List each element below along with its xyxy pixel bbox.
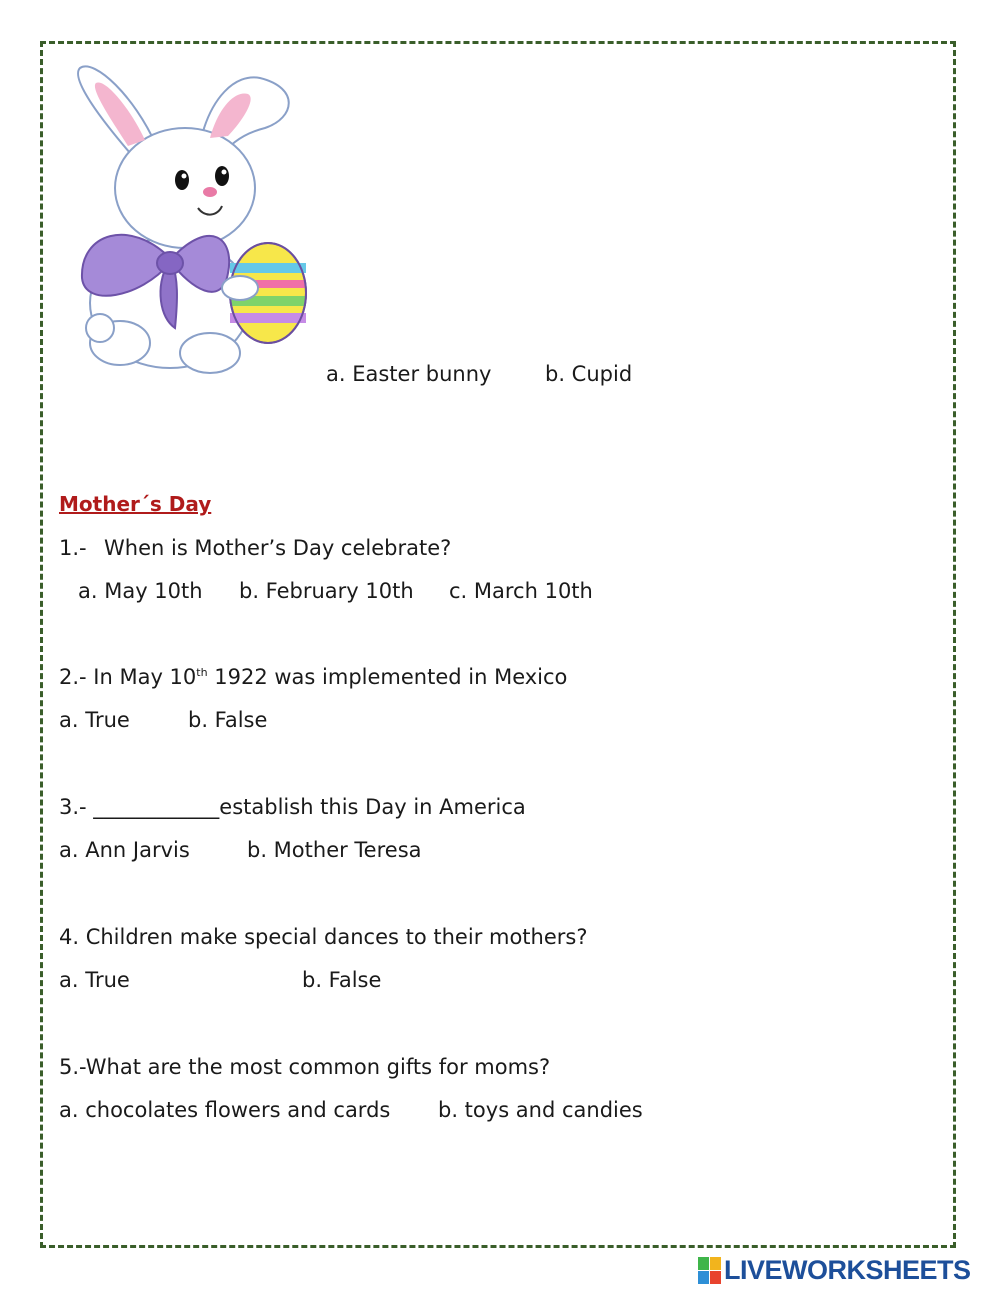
question-5-option-b: b. toys and candies: [438, 1098, 643, 1122]
liveworksheets-logo-icon: [697, 1256, 723, 1286]
question-2-option-b: b. False: [188, 708, 268, 732]
question-2-text-end: 1922 was implemented in Mexico: [207, 665, 568, 689]
question-4-option-b: b. False: [302, 968, 382, 992]
question-5-option-a: a. chocolates flowers and cards: [59, 1098, 391, 1122]
question-2-text: [59, 667, 567, 688]
bunny-option-b: b. Cupid: [545, 362, 633, 386]
question-3-text: 3.- ____________establish this Day in America: [59, 795, 526, 819]
question-1-option-a: a. May 10th: [78, 579, 203, 603]
question-1-option-b: b. February 10th: [239, 579, 414, 603]
easter-bunny-image: [60, 58, 310, 378]
question-2-text-start: 2.- In May 10: [59, 665, 197, 689]
question-1-text: When is Mother’s Day celebrate?: [104, 536, 452, 560]
question-2-option-a: a. True: [59, 708, 130, 732]
question-1-option-c: c. March 10th: [449, 579, 593, 603]
question-3-option-b: b. Mother Teresa: [247, 838, 422, 862]
question-5-text: 5.-What are the most common gifts for moms?: [59, 1055, 551, 1079]
question-1-number: 1.-: [59, 536, 87, 560]
question-2-superscript: th: [196, 666, 208, 679]
liveworksheets-logo-text: LIVEWORKSHEETS: [724, 1255, 971, 1285]
section-title: Mother´s Day: [59, 492, 212, 516]
bunny-option-a: a. Easter bunny: [326, 362, 492, 386]
question-3-option-a: a. Ann Jarvis: [59, 838, 190, 862]
question-4-text: 4. Children make special dances to their mothers?: [59, 925, 588, 949]
question-4-option-a: a. True: [59, 968, 130, 992]
